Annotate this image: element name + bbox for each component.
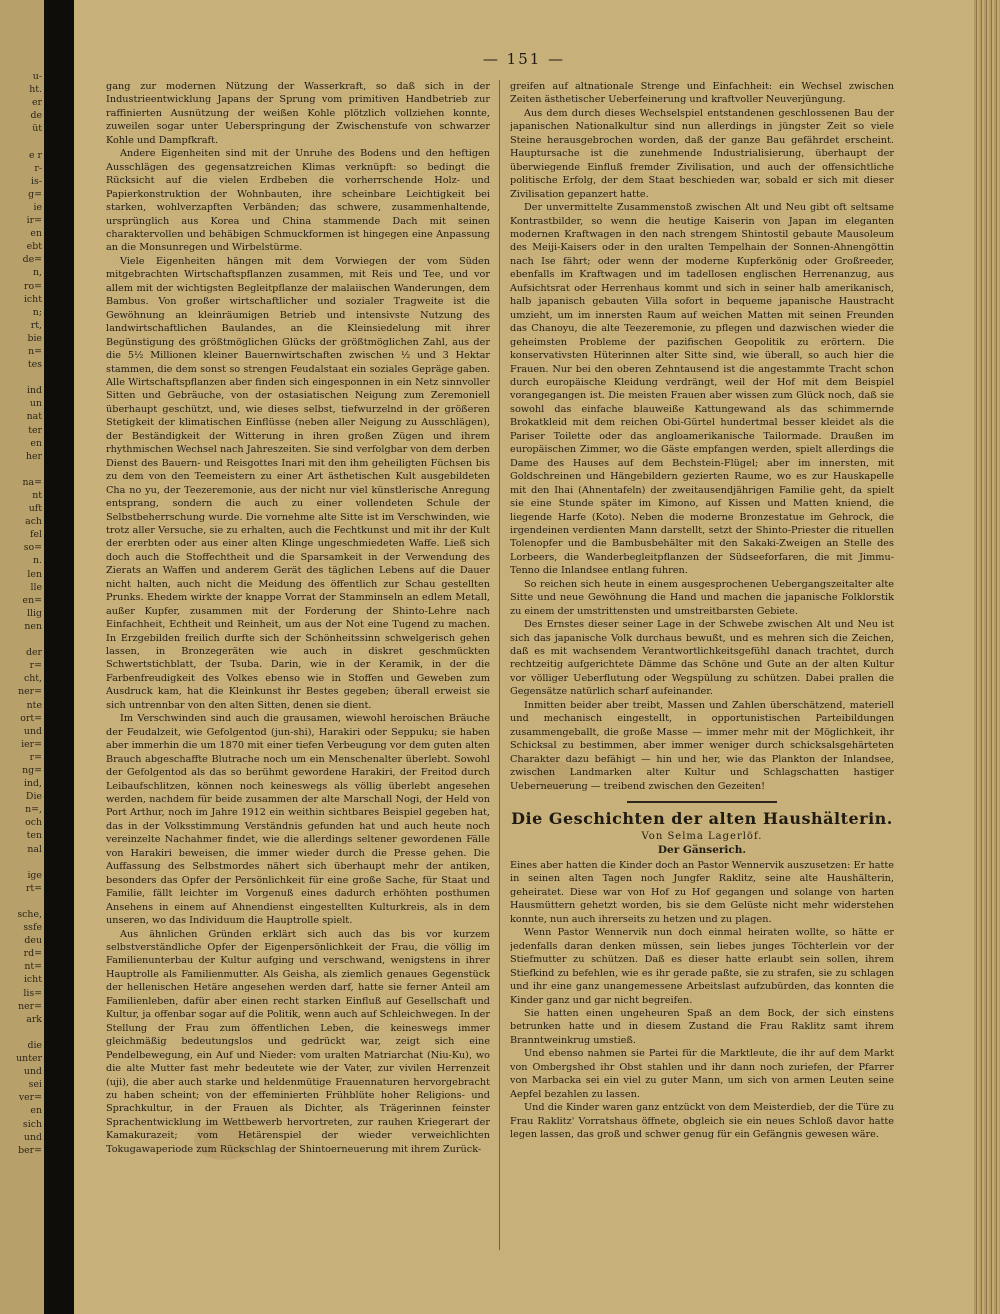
- page-edges: [974, 0, 1000, 1314]
- book-gutter: [44, 0, 74, 1314]
- paragraph: Andere Eigenheiten sind mit der Unruhe des Bodens und den heftigen Ausschlägen des gegensatzreichen Klimas verknüpft: so bedingt die Rücksicht auf die vielen Erdbeben die vorherrschende Holz- und Papierkonstruktion der Wohnbauten, ihre scheinbare Leichtigkeit bei starken, wohlverzapften Verbänden; das schwere, zusammenhaltende, ursprünglich aus Korea und China stammende Dach mit seinen charaktervollen und behäbigen Schmuckformen ist hingegen eine Anpassung an die Monsunregen und Wirbelstürme.: [106, 148, 490, 254]
- story-paragraph: Und die Kinder waren ganz entzückt von dem Meisterdieb, der die Türe zu Frau Raklitz' Vorratshaus öffnete, obgleich sie ein neues Schloß davor hatte legen lassen, das groß und schwer genug für ein Gefängnis gewesen wäre.: [510, 1102, 894, 1141]
- section-rule: [627, 801, 777, 803]
- story-chapter-heading: Der Gänserich.: [657, 844, 747, 857]
- paragraph: greifen auf altnationale Strenge und Einfachheit: ein Wechsel zwischen Zeiten ästhetischer Ueberfeinerung und kraftvoller Neuverjüngung.: [510, 81, 894, 106]
- paragraph: Des Ernstes dieser seiner Lage in der Schwebe zwischen Alt und Neu ist sich das japanische Volk durchaus bewußt, und es mehren sich die Zeichen, daß es mit wachsendem Verantwortlichkeitsgefühl danach trachtet, durch rechtzeitig aufgerichtete Dämme das Schöne und Gute an der alten Kultur vor völliger Ueberflutung oder Wegspülung zu schützen. Dabei prallen die Gegensätze natürlich scharf aufeinander.: [510, 619, 894, 698]
- column-divider: [499, 80, 500, 1250]
- story-paragraph: Eines aber hatten die Kinder doch an Pastor Wennervik auszusetzen: Er hatte in seinen alten Tagen noch Jungfer Raklitz, seine alte Haushälterin, geheiratet. Diese war von Hof zu Hof gegangen und solange von harten Hausmüttern gehetzt worden, bis sie dem Gelüste nicht mehr widerstehen konnte, nun auch ihrerseits zu hetzen und zu plagen.: [510, 860, 894, 925]
- book-page: [74, 0, 974, 1314]
- paragraph: gang zur modernen Nützung der Wasserkraft, so daß sich in der Industrieentwicklung Japans der Sprung vom primitiven Handbetrieb zur raffinierten Ausnützung der weißen Kohle plötzlich vollziehen konnte, zuweilen sogar unter Ueberspringung der Zwischenstufe von schwarzer Kohle und Dampfkraft.: [106, 81, 490, 146]
- story-title: Die Geschichten der alten Haushälterin.: [511, 809, 893, 829]
- paragraph: Viele Eigenheiten hängen mit dem Vorwiegen der vom Süden mitgebrachten Wirtschaftspflanzen zusammen, mit Reis und Tee, und vor allem mit der wichtigsten Begleitpflanze der malaiischen Wanderungen, dem Bambus. Von großer wirtschaftlicher und sozialer Tragweite ist die Gewöhnung an kleinräumigen Betrieb und intensivste Nutzung des landwirtschaftlichen Baulandes, an die Kleinsiedelung mit ihrer Begünstigung des größtmöglichen Glücks der größtmöglichen Zahl, aus der die 5½ Millionen kleiner Bauernwirtschaften zwischen ½ und 3 Hektar stammen, die dem sonst so strengen Feudalstaat ein soziales Gepräge gaben. Alle Wirtschaftspflanzen aber finden sich eingesponnen in ein Netz sinnvoller Sitten und Gebräuche, von der ostasiatischen Neigung zum Zeremoniell überhaupt geschützt, und, wie dieses selbst, tiefwurzelnd in der größeren Stetigkeit der klimatischen Einflüsse (neben aller Neigung zu Ausschlägen), der Beständigkeit der Witterung in ihren großen Zügen und ihrem rhythmischen Wechsel nach Jahreszeiten. Sie sind verfolgbar von dem derben Dienst des Bauern- und Reisgottes Inari mit den ihm geheiligten Füchsen bis zu dem von den Teemeistern zu einer Art ästhetischen Kult ausgebildeten Cha no yu, der Teezeremonie, aus der nicht nur viel künstlerische Anregung entsprang, sondern die auch zu einer vollendeten Schule der Selbstbeherrschung wurde. Die vornehme alte Sitte ist im Verschwinden, wie trotz aller Versuche, sie zu erhalten, auch die Fechtkunst und mit ihr der Kult der ererbten oder aus einer alten Klinge ungeschmiedeten Waffe. Ließ sich doch auch die Stoffechtheit und die Sparsamkeit in der Verwendung des Zierats an Waffen und anderem Gerät des täglichen Lebens auf die Dauer nicht halten, auch nicht die Meidung des öffentlich zur Schau gestellten Prunks. Ehedem wirkte der knappe Vorrat der Stamminseln an edlem Metall, außer Kupfer, zusammen mit der Forderung der Shinto-Lehre nach Einfachheit, Echtheit und Reinheit, um aus der Not eine Tugend zu machen. In Erzgebilden freilich durfte sich der Schönheitssinn schwelgerisch gehen lassen, in Bronzegeräten wie auch in diskret geschmückten Schwertstichblatt, der Tsuba. Darin, wie in der Keramik, in der die Farbenfreudigkeit des Volkes ebenso wie in Stoffen und Geweben zum Ausdruck kam, hat die Kleinkunst ihr Bestes gegeben; überall erweist sie sich untrennbar von den alten Sitten, denen sie dient.: [106, 255, 490, 711]
- story-paragraph: Wenn Pastor Wennervik nun doch einmal heiraten wollte, so hätte er jedenfalls daran denken müssen, sein liebes junges Töchterlein vor der Stiefmutter zu schützen. Daß es dieser hatte erlaubt sein sollen, ihrem Stiefkind zu befehlen, wie es ihr gerade paßte, sie zu strafen, sie zu schlagen und ihr eine ganz unangemessene Arbeitslast aufzubürden, das konnten die Kinder ganz und gar nicht begreifen.: [510, 927, 894, 1006]
- left-column: [106, 80, 490, 1280]
- adjacent-page-text: u- ht. er de üt e r r- is- g= ie ir= en ebt de= n, ro= icht n; rt, bie n= tes ind un nat ter en her na= nt uft ach fel so= n. len lle en= llig nen der r= cht, ner= nte ort= und ier= r= ng= ind, Die n=, och ten nal ige rt= sche, ssfe deu rd= nt= icht lis= ner= ark die unter und sei ver= en sich und ber=: [16, 71, 42, 1156]
- paragraph: Aus ähnlichen Gründen erklärt sich auch das bis vor kurzem selbstverständliche Opfer der Eigenpersönlichkeit der Frau, die völlig im Familienunterbau der Kultur aufging und verschwand, wenigstens in ihrer Hauptrolle als Familienmutter. Als Geisha, als ziemlich genaues Gegenstück der hellenischen Hetäre angesehen werden darf, hatte sie ferner Anteil am Familienleben, dafür aber einen recht starken Einfluß auf Gesellschaft und Kultur, ja offenbar sogar auf die Politik, wenn auch auf Schleichwegen. In der Stellung der Frau zum öffentlichen Leben, die keineswegs immer gleichmäßig bedeutungslos und gedrückt war, zeigt sich eine Pendelbewegung, ein Auf und Nieder: vom uralten Matriarchat (Niu-Ku), wo die alte Mutter fast mehr bedeutete wie der Vater, zur vivilen Herrenzeit (uji), die aber auch starke und heldenmütige Frauennaturen hervorgebracht zu haben scheint; von der effeminierten Frühblüte hoher Religions- und Sprachkultur, in der Frauen als Dichter, als Trägerinnen feinster Sprachentwicklung im Wettbewerb hervortreten, zur rauhen Kriegerart der Kamakurazeit; vom Hetärenspiel der wieder verweichlichten Tokugawaperiode zum Rückschlag der Shintoerneuerung mit ihrem Zurück-: [106, 928, 490, 1155]
- story-author: Von Selma Lagerlöf.: [641, 831, 763, 843]
- right-column: [510, 80, 894, 1280]
- paragraph: Aus dem durch dieses Wechselspiel entstandenen geschlossenen Bau der japanischen Nationalkultur sind nun allerdings in jüngster Zeit so viele Steine herausgebrochen worden, daß der ganze Bau gefährdet erscheint. Hauptursache ist die zunehmende Industrialisierung, überhaupt der überwiegende Einfluß fremder Zivilisation, und auch der offensichtliche politische Erfolg, der dem Staat beschieden war, sobald er sich mit dieser Zivilisation gepanzert hatte.: [510, 107, 894, 200]
- paragraph: Im Verschwinden sind auch die grausamen, wiewohl heroischen Bräuche der Feudalzeit, wie Gefolgentod (jun-shi), Harakiri oder Seppuku; sie haben aber immerhin die um 1870 mit einer tiefen Verbeugung vor dem guten alten Brauch abgeschaffte Blutrache noch um ein Menschenalter überlebt. Sowohl der Gefolgentod als das so berühmt gewordene Harakiri, der Freitod durch Leibaufschlitzen, können noch keineswegs als völlig überlebt angesehen werden, nachdem für beide zusammen der alte Marschall Nogi, der Held von Port Arthur, noch im Jahre 1912 ein weithin sichtbares Beispiel gegeben hat, das in der Volksstimmung Verständnis gefunden hat und auch heute noch vereinzelte Nachahmer findet, wie die allerdings seltener gewordenen Fälle von Harakiri beweisen, die immer wieder durch die Presse gehen. Die Auffassung des Selbstmordes nähert sich überhaupt mehr der antiken, besonders das Opfer der Persönlichkeit für eine große Sache, für Staat und Familie, fällt leichter im Vorgenuß eines dadurch erhöhten posthumen Ansehens in einem auf Ahnendienst eingestellten Kulturkreis, als in dem unseren, wo das Individuum die Hauptrolle spielt.: [106, 713, 490, 927]
- paragraph: So reichen sich heute in einem ausgesprochenen Uebergangszeitalter alte Sitte und neue Gewöhnung die Hand und machen die japanische Folklorstik zu einem der umstrittensten und umstreitbarsten Gebiete.: [510, 578, 894, 617]
- paragraph: Der unvermittelte Zusammenstoß zwischen Alt und Neu gibt oft seltsame Kontrastbilder, so wenn die heutige Kaiserin von Japan im eleganten modernen Kraftwagen in den nach strengem Shintostil gebaute Mausoleum des Meiji-Kaisers oder in den uralten Tempelhain der Sonnen-Ahnengöttin nach Ise fährt; oder wenn der moderne Kupferkönig oder Großreeder, ebenfalls im Kraftwagen und im tadellosen englischen Herrenanzug, aus Aufsichtsrat oder Herrenhaus kommt und sich in seiner halb amerikanisch, halb japanisch gebauten Villa sofort in bequeme japanische Haustracht umzieht, um im innersten Raum auf weichen Matten mit seinen Freunden das Chanoyu, die alte Teezeremonie, zu pflegen und dazwischen wieder die geheimsten Probleme der pazifischen Geopolitik zu erörtern. Die konservativsten Hüterinnen alter Sitte sind, wie überall, so auch hier die Frauen. Nur bei den oberen Zehntausend ist die angestammte Tracht schon durch europäische Kleidung verdrängt, weil der Hof mit dem Beispiel vorangegangen ist. Die meisten Frauen aber wissen zum Glück noch, daß sie sowohl das einfache blauweiße Kattungewand als das schimmernde Brokatkleid mit dem reichen Obi-Gürtel hundertmal besser kleidet als die Pariser Toilette oder das angloamerikanische Tailormade. Draußen im europäischen Zimmer, wo die Gäste empfangen werden, spielt allerdings die Dame des Hauses auf dem Bechstein-Flügel; aber im innersten, mit Goldschreinen und Hängebildern gezierten Raume, wo es zur Hauskapelle mit den Ihai (Ahnentafeln) der zweitausendjährigen Familie geht, da spielt sie eine Stunde später im Kimono, auf Kissen und Matten kniend, die liegende Harfe (Koto). Neben die moderne Bronzestatue im Gehrock, die irgendeinen verdienten Mann darstellt, setzt der Shinto-Priester die rituellen Tolenopfer und die Bambusbehälter mit den Sakaki-Zweigen an Stelle des Lorbeers, die Wanderbegleitpflanzen der Südseeforfaren, die mit Jimmu-Tenno die Inlandsee entlang fuhren.: [510, 202, 894, 577]
- page-number: — 151 —: [482, 50, 566, 68]
- story-paragraph: Und ebenso nahmen sie Partei für die Marktleute, die ihr auf dem Markt von Ombergshed ihr Obst stahlen und ihr dann noch zuriefen, der Pfarrer von Marbacka sei ein viel zu guter Mann, um sich von armen Leuten seine Aepfel bezahlen zu lassen.: [510, 1048, 894, 1100]
- adjacent-page-strip: [0, 0, 44, 1314]
- paragraph: Inmitten beider aber treibt, Massen und Zahlen überschätzend, materiell und mechanisch eingestellt, in opportunistischen Parteibildungen zusammengeballt, die große Masse — immer mehr mit der Möglichkeit, ihr Schicksal zu bestimmen, aber immer weniger durch schicksalsgehärteten Charakter dazu befähigt — hin und her, wie das Plankton der Inlandsee, zwischen Landmarken alter Kultur und Schlagschatten hastiger Ueberneuerung — treibend zwischen den Gezeiten!: [510, 699, 894, 792]
- story-paragraph: Sie hatten einen ungeheuren Spaß an dem Bock, der sich einstens betrunken hatte und in diesem Zustand die Frau Raklitz samt ihrem Branntweinkrug umstieß.: [510, 1008, 894, 1046]
